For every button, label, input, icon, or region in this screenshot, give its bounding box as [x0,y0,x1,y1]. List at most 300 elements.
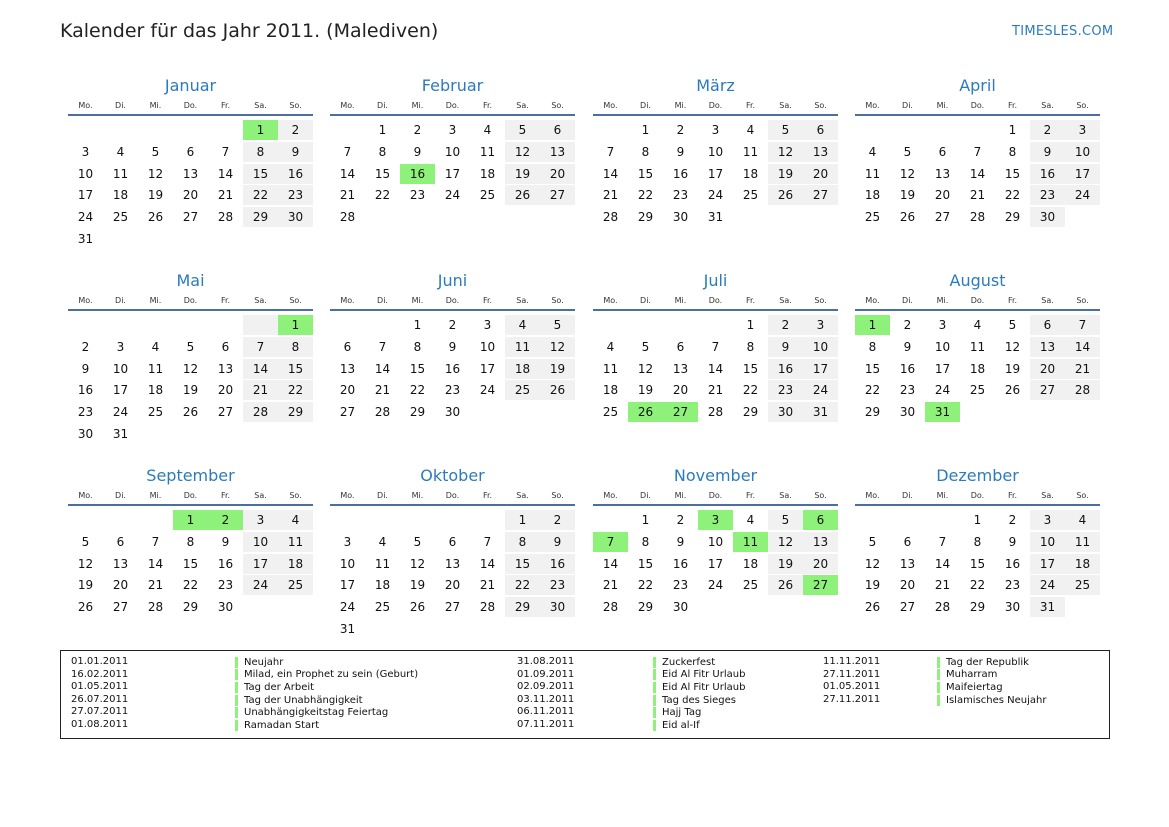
weekday-label: Mo. [865,491,880,500]
day-cell: 14 [339,166,356,181]
legend-holiday-name: Tag des Sieges [653,695,736,706]
day-cell: 28 [602,600,619,615]
month-name: Juli [703,271,728,290]
day-cell: 23 [768,380,803,400]
day-cell: 6 [186,144,195,159]
weekday-header [855,490,1100,506]
day-cell: 21 [374,383,391,398]
day-cell: 27 [182,210,199,225]
day-cell: 22 [409,383,426,398]
day-cell: 26 [768,575,803,595]
weekday-label: Mi. [674,491,687,500]
day-cell: 18 [1065,554,1100,574]
day-cell: 21 [217,188,234,203]
day-cell: 29 [409,405,426,420]
day-cell: 11 [479,144,496,159]
weekday-header [593,295,838,311]
day-cell: 30 [540,597,575,617]
day-cell: 17 [339,578,356,593]
day-cell: 4 [746,123,755,137]
weekend-empty-cell [243,315,278,335]
day-cell: 11 [374,556,391,571]
day-cell: 2 [540,510,575,530]
day-cell: 19 [409,578,426,593]
day-cell: 26 [505,185,540,205]
weekday-label: Di. [377,101,388,110]
weekday-header [330,100,575,116]
day-cell: 2 [413,123,422,137]
legend-date: 16.02.2011 [71,668,129,680]
day-cell: 2 [768,315,803,335]
day-cell: 27 [1030,380,1065,400]
day-cell: 30 [899,405,916,420]
day-cell: 15 [637,556,654,571]
day-cell: 3 [803,315,838,335]
day-cell: 5 [1008,318,1017,332]
day-cell: 5 [540,315,575,335]
weekday-label: Sa. [779,101,792,110]
day-cell: 29 [742,405,759,420]
day-cell: 17 [77,188,94,203]
day-cell: 26 [768,185,803,205]
weekday-label: Do. [183,296,198,305]
day-cell: 30 [444,405,461,420]
day-cell: 28 [217,210,234,225]
day-cell: 25 [969,383,986,398]
day-cell: 16 [899,361,916,376]
weekday-label: Mi. [411,296,424,305]
day-cell: 25 [864,210,881,225]
day-cell: 24 [707,188,724,203]
day-cell: 4 [973,318,982,332]
legend-date: 27.07.2011 [71,706,129,718]
day-cell: 6 [938,144,947,159]
month-3 [855,75,1100,248]
day-cell: 3 [243,510,278,530]
day-cell: 22 [1004,188,1021,203]
weekday-label: Sa. [516,296,529,305]
legend-date: 11.11.2011 [823,656,881,667]
day-cell: 25 [505,380,540,400]
legend-holiday-name: Neujahr [235,657,283,668]
day-cell: 25 [112,210,129,225]
day-cell: 22 [505,575,540,595]
weekday-header [330,295,575,311]
weekday-label: Di. [640,101,651,110]
holiday-day-cell: 2 [208,510,243,530]
day-cell: 14 [602,556,619,571]
weekday-label: Mi. [149,101,162,110]
weekday-label: Do. [708,296,723,305]
holiday-day-cell: 7 [593,532,628,552]
day-cell: 5 [768,120,803,140]
day-cell: 26 [77,600,94,615]
day-cell: 22 [969,578,986,593]
weekday-label: So. [1076,101,1089,110]
holiday-day-cell: 6 [803,510,838,530]
day-cell: 8 [641,144,650,159]
brand-link[interactable]: TIMESLES.COM [1012,24,1114,39]
day-cell: 28 [934,600,951,615]
day-cell: 18 [602,383,619,398]
day-cell: 16 [1004,556,1021,571]
day-cell: 24 [1030,575,1065,595]
day-cell: 16 [1030,164,1065,184]
day-cell: 22 [864,383,881,398]
day-cell: 26 [409,600,426,615]
day-cell: 7 [243,337,278,357]
day-grid [68,506,313,638]
weekday-header [68,295,313,311]
month-11 [855,465,1100,638]
day-cell: 9 [1008,534,1017,549]
day-cell: 6 [1030,315,1065,335]
day-grid [330,116,575,248]
legend-date: 06.11.2011 [517,706,575,718]
day-cell: 21 [602,578,619,593]
day-cell: 27 [934,210,951,225]
weekday-header [855,100,1100,116]
day-cell: 9 [903,339,912,354]
day-cell: 13 [803,532,838,552]
day-cell: 7 [221,144,230,159]
day-cell: 9 [81,361,90,376]
day-cell: 2 [1008,513,1017,527]
day-cell: 4 [116,144,125,159]
day-cell: 5 [868,534,877,549]
legend-date: 27.11.2011 [823,668,881,680]
day-cell: 7 [606,144,615,159]
day-cell: 8 [413,339,422,354]
weekday-label: Sa. [516,101,529,110]
day-cell: 25 [374,600,391,615]
day-cell: 14 [934,556,951,571]
day-cell: 18 [479,166,496,181]
legend-date: 01.01.2011 [71,656,129,667]
day-cell: 18 [278,554,313,574]
day-cell: 4 [1065,510,1100,530]
day-cell: 1 [378,123,387,137]
weekday-label: Do. [708,101,723,110]
day-cell: 12 [1004,339,1021,354]
weekday-label: Fr. [1007,101,1018,110]
weekday-label: Fr. [482,296,493,305]
day-grid [855,311,1100,443]
month-7 [855,270,1100,443]
day-cell: 18 [864,188,881,203]
day-cell: 6 [343,339,352,354]
weekday-label: So. [289,491,302,500]
day-cell: 18 [505,359,540,379]
day-cell: 31 [1030,597,1065,617]
day-cell: 28 [147,600,164,615]
day-cell: 23 [899,383,916,398]
day-cell: 2 [278,120,313,140]
day-cell: 3 [116,339,125,354]
day-cell: 22 [637,188,654,203]
day-cell: 5 [81,534,90,549]
day-cell: 31 [803,402,838,422]
weekday-label: Sa. [254,296,267,305]
weekday-label: Sa. [516,491,529,500]
legend-holiday-name: Islamisches Neujahr [937,695,1047,706]
weekday-label: Fr. [1007,491,1018,500]
weekday-label: So. [814,491,827,500]
weekday-label: Mi. [674,296,687,305]
day-cell: 31 [707,210,724,225]
month-name: November [673,466,758,485]
day-cell: 28 [243,402,278,422]
day-cell: 8 [868,339,877,354]
day-cell: 12 [768,532,803,552]
day-cell: 17 [479,361,496,376]
weekday-label: So. [289,296,302,305]
weekday-label: Mo. [340,101,355,110]
day-cell: 10 [707,534,724,549]
weekday-label: So. [1076,296,1089,305]
day-cell: 3 [81,144,90,159]
legend-holiday-name: Eid al-If [653,720,700,731]
day-cell: 19 [77,578,94,593]
day-cell: 19 [899,188,916,203]
holiday-day-cell: 1 [173,510,208,530]
holiday-day-cell: 16 [400,164,435,184]
day-cell: 24 [112,405,129,420]
day-cell: 3 [448,123,457,137]
legend-date: 26.07.2011 [71,693,129,705]
day-cell: 16 [278,164,313,184]
day-cell: 6 [676,339,685,354]
month-name: Mai [176,271,205,290]
day-cell: 27 [112,600,129,615]
day-cell: 14 [147,556,164,571]
day-cell: 20 [803,554,838,574]
day-cell: 14 [217,166,234,181]
weekday-label: Sa. [254,101,267,110]
day-cell: 2 [676,123,685,137]
day-cell: 1 [413,318,422,332]
day-cell: 13 [217,361,234,376]
day-cell: 12 [899,166,916,181]
day-cell: 2 [676,513,685,527]
holiday-day-cell: 26 [628,402,663,422]
day-cell: 10 [339,556,356,571]
month-name: Januar [164,76,217,95]
day-cell: 5 [903,144,912,159]
day-cell: 20 [803,164,838,184]
day-cell: 22 [637,578,654,593]
weekday-label: So. [289,101,302,110]
day-cell: 10 [243,532,278,552]
day-cell: 29 [505,597,540,617]
day-cell: 23 [1030,185,1065,205]
weekday-label: Fr. [482,491,493,500]
day-cell: 12 [505,142,540,162]
day-cell: 26 [540,380,575,400]
day-cell: 7 [378,339,387,354]
day-cell: 10 [707,144,724,159]
day-cell: 18 [742,556,759,571]
legend-holiday-name: Eid Al Fitr Urlaub [653,682,745,693]
day-cell: 22 [278,380,313,400]
day-cell: 20 [182,188,199,203]
page-title: Kalender für das Jahr 2011. (Malediven) [60,20,439,42]
weekday-header [855,295,1100,311]
month-5 [330,270,575,443]
weekday-header [593,490,838,506]
weekday-label: Mi. [936,101,949,110]
day-cell: 9 [278,142,313,162]
day-cell: 20 [899,578,916,593]
day-cell: 8 [278,337,313,357]
weekday-label: Sa. [254,491,267,500]
month-1 [330,75,575,248]
day-cell: 24 [479,383,496,398]
weekday-label: Sa. [779,296,792,305]
day-cell: 9 [413,144,422,159]
day-cell: 18 [742,166,759,181]
day-cell: 9 [448,339,457,354]
day-cell: 5 [768,510,803,530]
day-cell: 28 [479,600,496,615]
day-cell: 20 [217,383,234,398]
day-cell: 14 [243,359,278,379]
day-cell: 8 [505,532,540,552]
day-cell: 4 [868,144,877,159]
day-cell: 25 [1065,575,1100,595]
day-cell: 24 [243,575,278,595]
holiday-legend [60,650,1110,739]
day-cell: 13 [803,142,838,162]
weekday-label: Sa. [1041,491,1054,500]
day-cell: 17 [707,166,724,181]
day-cell: 20 [934,188,951,203]
day-cell: 26 [899,210,916,225]
weekday-label: Mo. [340,491,355,500]
day-cell: 24 [934,383,951,398]
day-cell: 15 [409,361,426,376]
weekday-header [68,100,313,116]
day-cell: 20 [339,383,356,398]
legend-date: 01.05.2011 [823,681,881,693]
day-grid [330,506,575,638]
weekday-label: Mo. [340,296,355,305]
day-cell: 22 [243,185,278,205]
holiday-day-cell: 1 [243,120,278,140]
weekday-label: Mi. [411,101,424,110]
day-cell: 19 [540,359,575,379]
day-cell: 9 [1030,142,1065,162]
weekday-label: So. [1076,491,1089,500]
day-cell: 30 [77,427,94,441]
day-cell: 19 [768,554,803,574]
holiday-day-cell: 1 [278,315,313,335]
weekday-label: Di. [902,101,913,110]
weekday-label: Di. [377,491,388,500]
day-cell: 31 [339,622,356,636]
day-cell: 9 [221,534,230,549]
day-cell: 28 [339,210,356,225]
day-cell: 6 [903,534,912,549]
day-cell: 9 [676,144,685,159]
day-cell: 17 [243,554,278,574]
day-cell: 11 [1065,532,1100,552]
day-grid [593,311,838,443]
day-cell: 23 [672,188,689,203]
weekday-label: Mo. [603,491,618,500]
day-cell: 12 [182,361,199,376]
month-2 [593,75,838,248]
day-cell: 11 [278,532,313,552]
day-cell: 29 [637,210,654,225]
day-cell: 17 [1065,164,1100,184]
month-name: Februar [421,76,484,95]
day-cell: 1 [641,513,650,527]
weekday-label: So. [814,101,827,110]
day-cell: 25 [742,188,759,203]
day-cell: 12 [768,142,803,162]
day-cell: 23 [540,575,575,595]
day-grid [68,311,313,443]
weekday-label: Mo. [78,296,93,305]
legend-holiday-name: Tag der Unabhängigkeit [235,695,363,706]
day-cell: 7 [1065,315,1100,335]
legend-holiday-name: Tag der Republik [937,657,1029,668]
day-cell: 11 [112,166,129,181]
day-cell: 28 [1065,380,1100,400]
legend-holiday-name: Unabhängigkeitstag Feiertag [235,707,388,718]
day-cell: 7 [938,534,947,549]
day-cell: 14 [1065,337,1100,357]
day-cell: 20 [672,383,689,398]
holiday-day-cell: 31 [925,402,960,422]
day-cell: 31 [77,232,94,246]
weekday-label: Di. [640,296,651,305]
weekday-label: Sa. [1041,101,1054,110]
day-cell: 24 [339,600,356,615]
day-cell: 29 [864,405,881,420]
day-cell: 17 [707,556,724,571]
weekday-label: Do. [183,491,198,500]
day-cell: 28 [969,210,986,225]
day-cell: 15 [374,166,391,181]
weekday-label: Di. [115,296,126,305]
day-cell: 1 [1008,123,1017,137]
day-cell: 28 [707,405,724,420]
day-cell: 26 [147,210,164,225]
day-cell: 17 [112,383,129,398]
day-cell: 24 [77,210,94,225]
weekday-label: Do. [970,296,985,305]
day-cell: 18 [147,383,164,398]
day-cell: 21 [243,380,278,400]
weekday-label: Fr. [745,296,756,305]
day-cell: 12 [637,361,654,376]
day-cell: 31 [112,427,129,441]
month-name: Juni [437,271,468,290]
day-cell: 11 [742,144,759,159]
legend-date: 03.11.2011 [517,693,575,705]
legend-date: 01.08.2011 [71,719,129,730]
weekday-label: Fr. [1007,296,1018,305]
holiday-day-cell: 27 [663,402,698,422]
day-grid [593,116,838,248]
day-cell: 29 [278,402,313,422]
day-grid [855,116,1100,248]
day-cell: 11 [864,166,881,181]
day-cell: 3 [1030,510,1065,530]
day-cell: 5 [151,144,160,159]
